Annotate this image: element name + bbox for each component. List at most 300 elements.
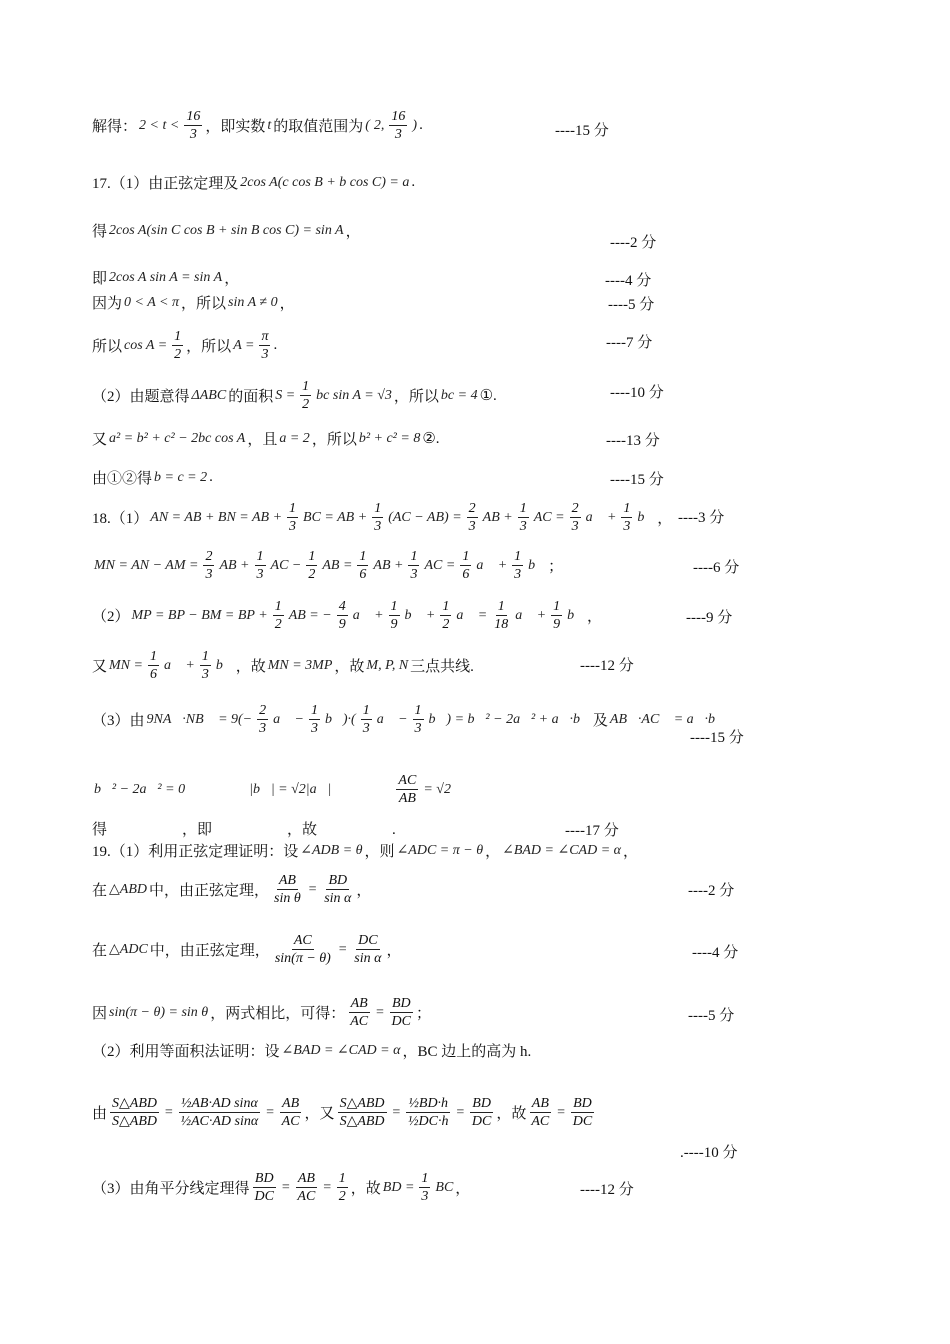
fraction: [512, 548, 523, 583]
math-expression: M, P, N: [366, 657, 409, 673]
numerator: 1: [514, 549, 522, 564]
denominator: 3: [310, 721, 318, 736]
fraction: [300, 378, 311, 413]
math-expression: ∠ADB = θ: [300, 843, 363, 858]
fraction: [272, 872, 303, 907]
denominator: DC: [254, 1189, 274, 1204]
fraction: [338, 1095, 387, 1130]
math-expression: AC −: [270, 557, 302, 573]
fraction: [337, 1170, 348, 1205]
fraction: [259, 328, 270, 363]
math-expression: AB +: [373, 557, 404, 573]
math-expression: =: [375, 1004, 385, 1020]
math-expression: =: [307, 881, 318, 897]
math-expression: MP = BP − BM = BP +: [131, 607, 268, 623]
text: ，即实数: [205, 119, 266, 135]
math-expression: a⃗ +: [585, 509, 617, 525]
math-expression: AN = AB + BN = AB +: [150, 509, 283, 525]
denominator: 3: [414, 721, 422, 736]
text: 解得：: [92, 119, 138, 135]
denominator: ½AC·AD sinα: [180, 1114, 259, 1129]
numerator: 2: [259, 703, 267, 718]
solution-line: [92, 328, 277, 363]
math-expression: b⃗) = b⃗² − 2a⃗² + a⃗·b⃗: [428, 711, 591, 727]
numerator: DC: [358, 933, 378, 948]
text: 18.（1）: [92, 511, 149, 527]
solution-line: [92, 1040, 531, 1061]
denominator: AC: [531, 1114, 550, 1129]
math-expression: BC = AB +: [303, 509, 368, 525]
solution-line: [92, 172, 415, 193]
solution-line: [92, 220, 361, 241]
numerator: 1: [302, 379, 310, 394]
solution-line: [92, 772, 453, 807]
math-expression: =: [280, 1179, 291, 1195]
math-expression: a⃗ +: [476, 557, 508, 573]
text: 因: [92, 1006, 108, 1022]
math-expression: 2cos A sin A = sin A: [109, 269, 223, 285]
math-expression: MN = AN − AM =: [94, 557, 199, 573]
fraction: [352, 932, 383, 967]
text: ，: [279, 296, 295, 312]
numerator: 1: [421, 1171, 429, 1186]
math-expression: sin A ≠ 0: [228, 294, 278, 310]
denominator: 3: [205, 567, 213, 582]
text: 得: [92, 224, 108, 240]
fraction: [322, 872, 353, 907]
numerator: 16: [391, 109, 406, 124]
fraction: [337, 598, 348, 633]
score-mark: ----4 分: [692, 945, 739, 961]
text: 所以: [92, 339, 123, 355]
numerator: 1: [442, 599, 450, 614]
denominator: AC: [297, 1189, 316, 1204]
math-expression: cos A =: [124, 337, 168, 353]
denominator: 2: [274, 617, 282, 632]
math-expression: b = c = 2: [154, 469, 208, 485]
solution-line: [92, 500, 672, 535]
numerator: 1: [289, 501, 297, 516]
denominator: 3: [421, 1189, 429, 1204]
score-mark: ----12 分: [580, 1182, 634, 1198]
numerator: 1: [308, 549, 316, 564]
denominator: 3: [519, 519, 527, 534]
text: ；: [416, 1006, 432, 1022]
numerator: π: [261, 329, 269, 344]
math-expression: b⃗: [528, 557, 547, 573]
solution-line: [92, 1170, 470, 1205]
math-expression: (AC − AB) =: [388, 509, 462, 525]
text: （2）: [92, 609, 130, 625]
text: ，: [586, 609, 602, 625]
numerator: 1: [374, 501, 382, 516]
fraction: [148, 648, 159, 683]
text: 的面积: [228, 389, 274, 405]
denominator: 3: [189, 127, 197, 142]
denominator: 9: [390, 617, 398, 632]
math-expression: a⃗ =: [456, 607, 488, 623]
denominator: 9: [553, 617, 561, 632]
score-mark: ----6 分: [693, 560, 740, 576]
numerator: S△ABD: [112, 1096, 157, 1111]
math-expression: ΔABC: [191, 387, 227, 403]
fraction: [406, 1095, 450, 1130]
math-expression: =: [455, 1104, 465, 1120]
text: 及: [592, 713, 608, 729]
numerator: 4: [338, 599, 346, 614]
denominator: sin α: [324, 891, 352, 906]
fraction: [571, 1095, 594, 1130]
fraction: [621, 500, 632, 535]
fraction: [306, 548, 317, 583]
math-expression: ∠BAD = ∠CAD = α: [502, 843, 622, 858]
solution-line: [92, 932, 401, 967]
fraction: [361, 702, 372, 737]
numerator: AB: [531, 1096, 549, 1111]
text: ②.: [422, 431, 440, 447]
solution-line: [92, 648, 474, 683]
score-mark: ----2 分: [610, 235, 657, 251]
math-expression: 0 < A < π: [124, 294, 179, 310]
text: ，所以: [393, 389, 439, 405]
math-expression: =: [391, 1104, 401, 1120]
numerator: 1: [519, 501, 527, 516]
denominator: AB: [398, 791, 416, 806]
solution-line: [92, 108, 423, 143]
denominator: 3: [410, 567, 418, 582]
score-mark: ----5 分: [688, 1008, 735, 1024]
denominator: 3: [362, 721, 370, 736]
denominator: 6: [462, 567, 470, 582]
text: ，两式相比，可得：: [210, 1006, 346, 1022]
denominator: 3: [259, 721, 267, 736]
denominator: sin α: [354, 951, 382, 966]
fraction: [372, 500, 383, 535]
numerator: AC: [293, 933, 312, 948]
numerator: AB: [297, 1171, 315, 1186]
fraction: [280, 1095, 302, 1130]
text: 17.（1）由正弦定理及: [92, 176, 239, 192]
math-expression: AB =: [322, 557, 353, 573]
text: ；: [548, 559, 564, 575]
fraction: [467, 500, 478, 535]
numerator: 1: [462, 549, 470, 564]
text: ，: [657, 511, 673, 527]
math-expression: =: [164, 1104, 174, 1120]
math-expression: A =: [233, 337, 255, 353]
text: 19.（1）利用正弦定理证明：设: [92, 844, 299, 860]
solution-line: [92, 267, 239, 288]
numerator: 1: [274, 599, 282, 614]
math-expression: =: [556, 1104, 566, 1120]
fraction: [518, 500, 529, 535]
denominator: DC: [572, 1114, 593, 1129]
math-expression: |b⃗| = √2|a⃗|: [249, 781, 332, 797]
numerator: AB: [282, 1096, 300, 1111]
denominator: 2: [174, 347, 182, 362]
numerator: BD: [391, 996, 411, 1011]
math-expression: a⃗ +: [352, 607, 384, 623]
text: ，故: [334, 659, 365, 675]
numerator: ½BD·h: [408, 1096, 449, 1111]
fraction: [287, 500, 298, 535]
text: 由①②得: [92, 471, 153, 487]
score-mark: ----2 分: [688, 883, 735, 899]
fraction: [273, 598, 284, 633]
text: 在: [92, 943, 108, 959]
numerator: AC: [398, 773, 417, 788]
math-expression: a⃗ +: [163, 657, 195, 673]
math-expression: =: [265, 1104, 275, 1120]
fraction: [257, 702, 268, 737]
denominator: 3: [261, 347, 269, 362]
text: ，则: [364, 844, 395, 860]
fraction: [309, 702, 320, 737]
fraction: [413, 702, 424, 737]
fraction: [184, 108, 202, 143]
fraction: [551, 598, 562, 633]
math-expression: ∠ADC = π − θ: [396, 843, 484, 858]
solution-line: [92, 548, 563, 583]
solution-line: [92, 872, 371, 907]
math-expression: b⃗)·(: [324, 711, 356, 727]
denominator: AC: [281, 1114, 300, 1129]
score-mark: ----9 分: [686, 610, 733, 626]
denominator: 3: [289, 519, 297, 534]
numerator: AB: [278, 873, 296, 888]
math-expression: b⃗: [637, 509, 656, 525]
math-expression: AB +: [219, 557, 250, 573]
numerator: 1: [359, 549, 367, 564]
fraction: [253, 1170, 276, 1205]
solution-line: [92, 702, 728, 737]
text: .: [273, 337, 278, 353]
numerator: 16: [186, 109, 201, 124]
score-mark: ----15 分: [690, 730, 744, 746]
denominator: S△ABD: [339, 1114, 385, 1129]
math-expression: △ABD: [109, 882, 147, 897]
text: 中，由正弦定理，: [149, 943, 270, 959]
fraction: [390, 995, 413, 1030]
solution-line: [92, 292, 295, 313]
solution-line: [92, 1095, 597, 1130]
solution-line: [92, 467, 213, 488]
math-expression: a = 2: [279, 430, 310, 446]
text: 即: [92, 271, 108, 287]
denominator: 3: [571, 519, 579, 534]
denominator: DC: [391, 1014, 411, 1029]
math-expression: b⃗: [215, 657, 234, 673]
text: ，又: [304, 1106, 335, 1122]
numerator: BD: [254, 1171, 274, 1186]
math-expression: (: [365, 117, 370, 133]
numerator: 1: [390, 599, 398, 614]
fraction: [200, 648, 211, 683]
numerator: 1: [201, 649, 209, 664]
math-expression: AB +: [482, 509, 513, 525]
math-expression: AB = −: [288, 607, 332, 623]
math-expression: 2,: [373, 117, 385, 133]
math-expression: b⃗ +: [404, 607, 436, 623]
fraction: [460, 548, 471, 583]
denominator: 3: [394, 127, 402, 142]
numerator: BD: [573, 1096, 592, 1111]
numerator: 1: [362, 703, 370, 718]
score-mark: ----15 分: [610, 472, 664, 488]
text: .: [411, 174, 416, 190]
text: .: [419, 117, 423, 133]
math-expression: a⃗ −: [376, 711, 408, 727]
text: ，: [485, 844, 501, 860]
numerator: AB: [350, 996, 368, 1011]
fraction: [440, 598, 451, 633]
numerator: BD: [472, 1096, 491, 1111]
text: 得 ，即 ，故 .: [92, 822, 396, 838]
denominator: 6: [149, 667, 157, 682]
fraction: [470, 1095, 493, 1130]
text: ①.: [479, 388, 497, 404]
text: 在: [92, 883, 108, 899]
solution-line: [92, 598, 602, 633]
text: （2）由题意得: [92, 389, 190, 405]
fraction: [255, 548, 266, 583]
numerator: BD: [328, 873, 348, 888]
fraction: [172, 328, 183, 363]
denominator: 9: [338, 617, 346, 632]
fraction: [396, 772, 418, 807]
denominator: 3: [374, 519, 382, 534]
denominator: 3: [468, 519, 476, 534]
text: ，所以: [186, 339, 232, 355]
denominator: 3: [256, 567, 264, 582]
text: ，故: [235, 659, 266, 675]
denominator: 2: [442, 617, 450, 632]
math-expression: t: [267, 117, 272, 133]
text: ，所以: [311, 432, 357, 448]
fraction: [295, 1170, 317, 1205]
numerator: 1: [338, 1171, 346, 1186]
numerator: 1: [497, 599, 505, 614]
fraction: [357, 548, 368, 583]
math-expression: BD =: [382, 1179, 415, 1195]
text: （2）利用等面积法证明：设: [92, 1044, 280, 1060]
denominator: 3: [623, 519, 631, 534]
denominator: 2: [302, 397, 310, 412]
text: 因为: [92, 296, 123, 312]
text: ，: [224, 271, 240, 287]
math-expression: AB⃗·AC⃗ = a⃗·b⃗: [609, 711, 726, 727]
solution-line: [92, 428, 440, 449]
math-expression: bc sin A = √3: [316, 387, 392, 403]
denominator: 3: [201, 667, 209, 682]
math-expression: BC: [435, 1179, 454, 1195]
math-expression: ): [412, 117, 418, 133]
numerator: 1: [623, 501, 631, 516]
text: ，: [345, 224, 361, 240]
numerator: 1: [410, 549, 418, 564]
math-expression: b⃗² − 2a⃗² = 0: [94, 781, 186, 797]
score-mark: ----4 分: [605, 273, 652, 289]
fraction: [178, 1095, 260, 1130]
numerator: 1: [174, 329, 182, 344]
numerator: 2: [205, 549, 213, 564]
text: 又: [92, 432, 108, 448]
math-expression: ∠BAD = ∠CAD = α: [281, 1043, 401, 1058]
math-expression: bc = 4: [440, 387, 478, 403]
fraction: [203, 548, 214, 583]
denominator: 2: [338, 1189, 346, 1204]
fraction: [408, 548, 419, 583]
math-expression: 2 < t <: [139, 117, 180, 133]
math-expression: =: [322, 1179, 332, 1195]
numerator: 2: [468, 501, 476, 516]
math-expression: = √2: [423, 781, 451, 797]
fraction: [348, 995, 370, 1030]
score-mark: ----10 分: [610, 385, 664, 401]
text: （3）由角平分线定理得: [92, 1181, 250, 1197]
score-mark: ----15 分: [555, 123, 609, 139]
text: ，故: [496, 1106, 527, 1122]
math-expression: sin(π − θ) = sin θ: [109, 1004, 209, 1020]
fraction: [529, 1095, 551, 1130]
text: .: [209, 469, 213, 485]
text: 又: [92, 659, 108, 675]
text: ，且: [247, 432, 278, 448]
fraction: [419, 1170, 430, 1205]
score-mark: ----3 分: [678, 510, 725, 526]
math-expression: S =: [275, 387, 296, 403]
denominator: 18: [494, 617, 509, 632]
math-expression: MN = 3MP: [267, 657, 333, 673]
fraction: [570, 500, 581, 535]
denominator: 6: [359, 567, 367, 582]
text: ，: [386, 943, 402, 959]
denominator: ½DC·h: [408, 1114, 449, 1129]
fraction: [389, 598, 400, 633]
text: ，: [455, 1181, 471, 1197]
fraction: [492, 598, 510, 633]
text: ，: [356, 883, 372, 899]
denominator: DC: [471, 1114, 492, 1129]
fraction: [389, 108, 407, 143]
solution-line: [92, 840, 638, 861]
denominator: sin θ: [274, 891, 301, 906]
math-expression: AC =: [424, 557, 456, 573]
numerator: 1: [414, 703, 422, 718]
score-mark: ----7 分: [606, 335, 653, 351]
text: （3）由: [92, 713, 145, 729]
denominator: 3: [514, 567, 522, 582]
math-expression: 2cos A(c cos B + b cos C) = a: [240, 174, 410, 190]
text: ，BC 边上的高为 h.: [402, 1044, 532, 1060]
math-expression: b⃗: [567, 607, 585, 623]
fraction: [273, 932, 333, 967]
solution-line: [92, 995, 431, 1030]
numerator: 1: [149, 649, 157, 664]
math-expression: AC =: [533, 509, 565, 525]
numerator: 1: [256, 549, 264, 564]
numerator: ½AB·AD sinα: [180, 1096, 258, 1111]
math-expression: MN =: [109, 657, 143, 673]
text: 由: [92, 1106, 108, 1122]
text: 三点共线.: [410, 659, 474, 675]
text: 的取值范围为: [273, 119, 364, 135]
numerator: S△ABD: [339, 1096, 385, 1111]
math-expression: △ADC: [109, 942, 148, 957]
score-mark: ----13 分: [606, 433, 660, 449]
denominator: sin(π − θ): [274, 951, 331, 966]
math-expression: 9NA⃗·NB⃗ = 9(−: [146, 711, 253, 727]
